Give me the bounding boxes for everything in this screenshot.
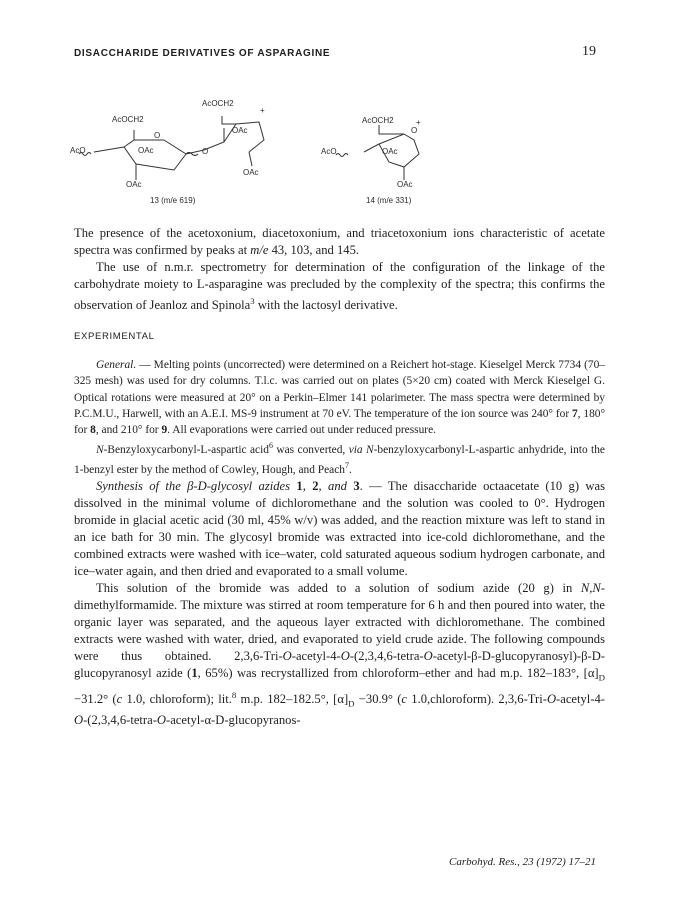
- label-14-acoch2: AcOCH2: [362, 116, 394, 125]
- paragraph-nmr: [74, 259, 605, 314]
- text-segment: D: [348, 698, 355, 709]
- text-segment: D: [598, 672, 606, 683]
- text-segment: 3: [250, 296, 255, 306]
- text-segment: The use of n.m.r. spectrometry for determination of the configuration of the linkage of the carbohydrate moiety to L-asparagine was precluded by the complexity of the spectra; this confirms the observation of Jeanloz and Spinola: [74, 260, 605, 313]
- text-segment: 7: [571, 407, 578, 420]
- paragraph-bromide: [74, 580, 605, 729]
- article-body: [74, 225, 605, 729]
- text-segment: . All evaporations were carried out under reduced pressure.: [167, 424, 436, 436]
- caption-13: 13 (m/e 619): [150, 196, 196, 205]
- text-segment: 2: [312, 479, 319, 494]
- text-segment: -(2,3,4,6-tetra-: [83, 713, 157, 728]
- label-13-acoch2-b: AcOCH2: [202, 99, 234, 108]
- paragraph-general: [74, 357, 605, 438]
- text-segment: — Melting points (uncorrected) were determined on a Reichert hot-stage. Kieselgel Merck 7734 (70–325 mesh) was used for dry columns. T.l.c. was carried out on plates (5×20 cm) coated with Merck Kieselgel G. Optical rotations were measured at 20° on a Perkin–Elmer 141 polarimeter. The mass spectra were determined by P.C.M.U., Harwell, with an A.E.I. MS-9 instrument at 70 eV. The temperature of the ion source was 240° for: [74, 359, 605, 420]
- label-14-ring-oxygen: O: [411, 126, 418, 135]
- label-13-aco: AcO: [70, 146, 86, 155]
- text-segment: O: [74, 713, 84, 728]
- text-segment: N: [96, 444, 104, 456]
- page-header: [74, 42, 596, 62]
- text-segment: 7: [344, 461, 349, 471]
- text-segment: This solution of the bromide was added to a solution of sodium azide (20 g) in: [96, 581, 581, 596]
- text-segment: 1.0,chloroform). 2,3,6-Tri-: [407, 691, 547, 706]
- label-13-glycosidic-oxygen: O: [202, 147, 209, 156]
- text-segment: −31.2° (: [74, 691, 117, 706]
- text-segment: -acetyl-4-: [291, 649, 341, 664]
- text-segment: -acetyl-β-D-glucopyranosyl)-β-D-glucopyranosyl azide (: [74, 649, 605, 681]
- text-segment: with the lactosyl derivative.: [254, 298, 398, 313]
- text-segment: O: [340, 649, 350, 664]
- label-13-plus: +: [260, 106, 265, 115]
- text-segment: . — The disaccharide octaacetate (10 g) was dissolved in the minimal volume of dichloromethane and the solution was cooled to 0°. Hydrogen bromide in glacial acetic acid (30 ml, 45% w/v) was added, and the reaction mixture was left to stand in an ice bath for 30 min. The glycosyl bromide was extracted into ice-cold dichloromethane, and the combined extracts were washed with ice–water, cold saturated aqueous sodium hydrogen carbonate, and ice–water again, and then dried and evaporated to a small volume.: [74, 479, 606, 579]
- label-13-ring-oxygen: O: [154, 131, 161, 140]
- text-segment: Synthesis of the β-D-glycosyl azides: [96, 479, 297, 494]
- text-segment: -dimethylformamide. The mixture was stirred at room temperature for 6 h and then poured into water, the organic layer was separated, and the aqueous layer extracted with dichloromethane. The combined extracts were washed with water, dried, and evaporated to yield crude azide. The following compounds were thus obtained. 2,3,6-Tri-: [74, 581, 605, 664]
- text-segment: , 65%) was recrystallized from chloroform–ether and had m.p. 182–183°, [α]: [197, 666, 599, 681]
- text-segment: -benzyloxycarbonyl-L-aspartic anhydride, into the 1-benzyl ester by the method of Cowley, Hough, and Peach: [74, 444, 605, 476]
- text-segment: O: [282, 649, 292, 664]
- text-segment: General.: [96, 359, 137, 372]
- paragraph-synthesis: [74, 478, 605, 580]
- text-segment: 9: [161, 424, 168, 436]
- label-13-oac-3: OAc: [243, 168, 259, 177]
- text-segment: EXPERIMENTAL: [74, 331, 155, 343]
- text-segment: 43, 103, and 145.: [268, 243, 360, 257]
- ring-13b-bonds: [222, 116, 236, 124]
- text-segment: , and: [318, 479, 354, 494]
- text-segment: c: [116, 691, 123, 706]
- ring-13a-outline: [94, 140, 134, 152]
- label-13-oac-2: OAc: [232, 126, 248, 135]
- text-segment: ,: [302, 479, 313, 494]
- running-title: DISACCHARIDE DERIVATIVES OF ASPARAGINE: [74, 48, 331, 59]
- text-segment: N,N: [580, 581, 601, 596]
- text-segment: via N: [348, 444, 374, 456]
- label-13-oac-1: OAc: [138, 146, 154, 155]
- label-14-oac-2: OAc: [397, 180, 413, 189]
- label-14-plus: +: [416, 118, 421, 127]
- journal-citation: Carbohyd. Res., 23 (1972) 17–21: [449, 856, 596, 868]
- paragraph-benzyl-ester: [74, 438, 605, 478]
- text-segment: , 180° for: [74, 407, 606, 436]
- text-segment: −30.9° (: [354, 691, 402, 706]
- text-segment: m/e: [250, 243, 269, 257]
- text-segment: 1: [191, 666, 198, 681]
- label-13-acoch2-a: AcOCH2: [112, 115, 144, 124]
- text-segment: m.p. 182–182.5°, [α]: [236, 691, 349, 706]
- text-segment: .: [348, 464, 352, 476]
- structures-svg: [70, 92, 604, 212]
- text-segment: The presence of the acetoxonium, diacetoxonium, and triacetoxonium ions characteristic of acetate spectra was confirmed by peaks at: [74, 226, 605, 257]
- label-13-oac-4: OAc: [126, 180, 142, 189]
- text-segment: 8: [90, 424, 96, 436]
- text-segment: 1: [296, 479, 303, 494]
- page-number: 19: [582, 44, 596, 59]
- text-segment: 3: [353, 479, 360, 494]
- paragraph-ion-peaks: [74, 225, 605, 259]
- text-segment: was converted,: [272, 444, 349, 456]
- label-14-oac-1: OAc: [382, 147, 398, 156]
- text-segment: 8: [231, 689, 237, 700]
- text-segment: O: [546, 691, 557, 706]
- ring-14-bonds: [379, 125, 404, 134]
- text-segment: 6: [268, 441, 273, 451]
- text-segment: O: [423, 649, 433, 664]
- text-segment: 1.0, chloroform); lit.: [122, 691, 232, 706]
- caption-14: 14 (m/e 331): [366, 196, 412, 205]
- text-segment: c: [401, 691, 408, 706]
- chemical-structures-figure: [70, 92, 604, 212]
- text-segment: O: [156, 713, 166, 728]
- text-segment: -Benzyloxycarbonyl-L-aspartic acid: [103, 444, 269, 456]
- text-segment: -acetyl-4-: [556, 691, 605, 706]
- text-segment: , and 210° for: [95, 424, 162, 436]
- text-segment: -acetyl-α-D-glucopyranos-: [166, 713, 301, 728]
- text-segment: -(2,3,4,6-tetra-: [349, 649, 424, 664]
- label-14-aco: AcO: [321, 147, 337, 156]
- section-heading-experimental: [74, 328, 605, 345]
